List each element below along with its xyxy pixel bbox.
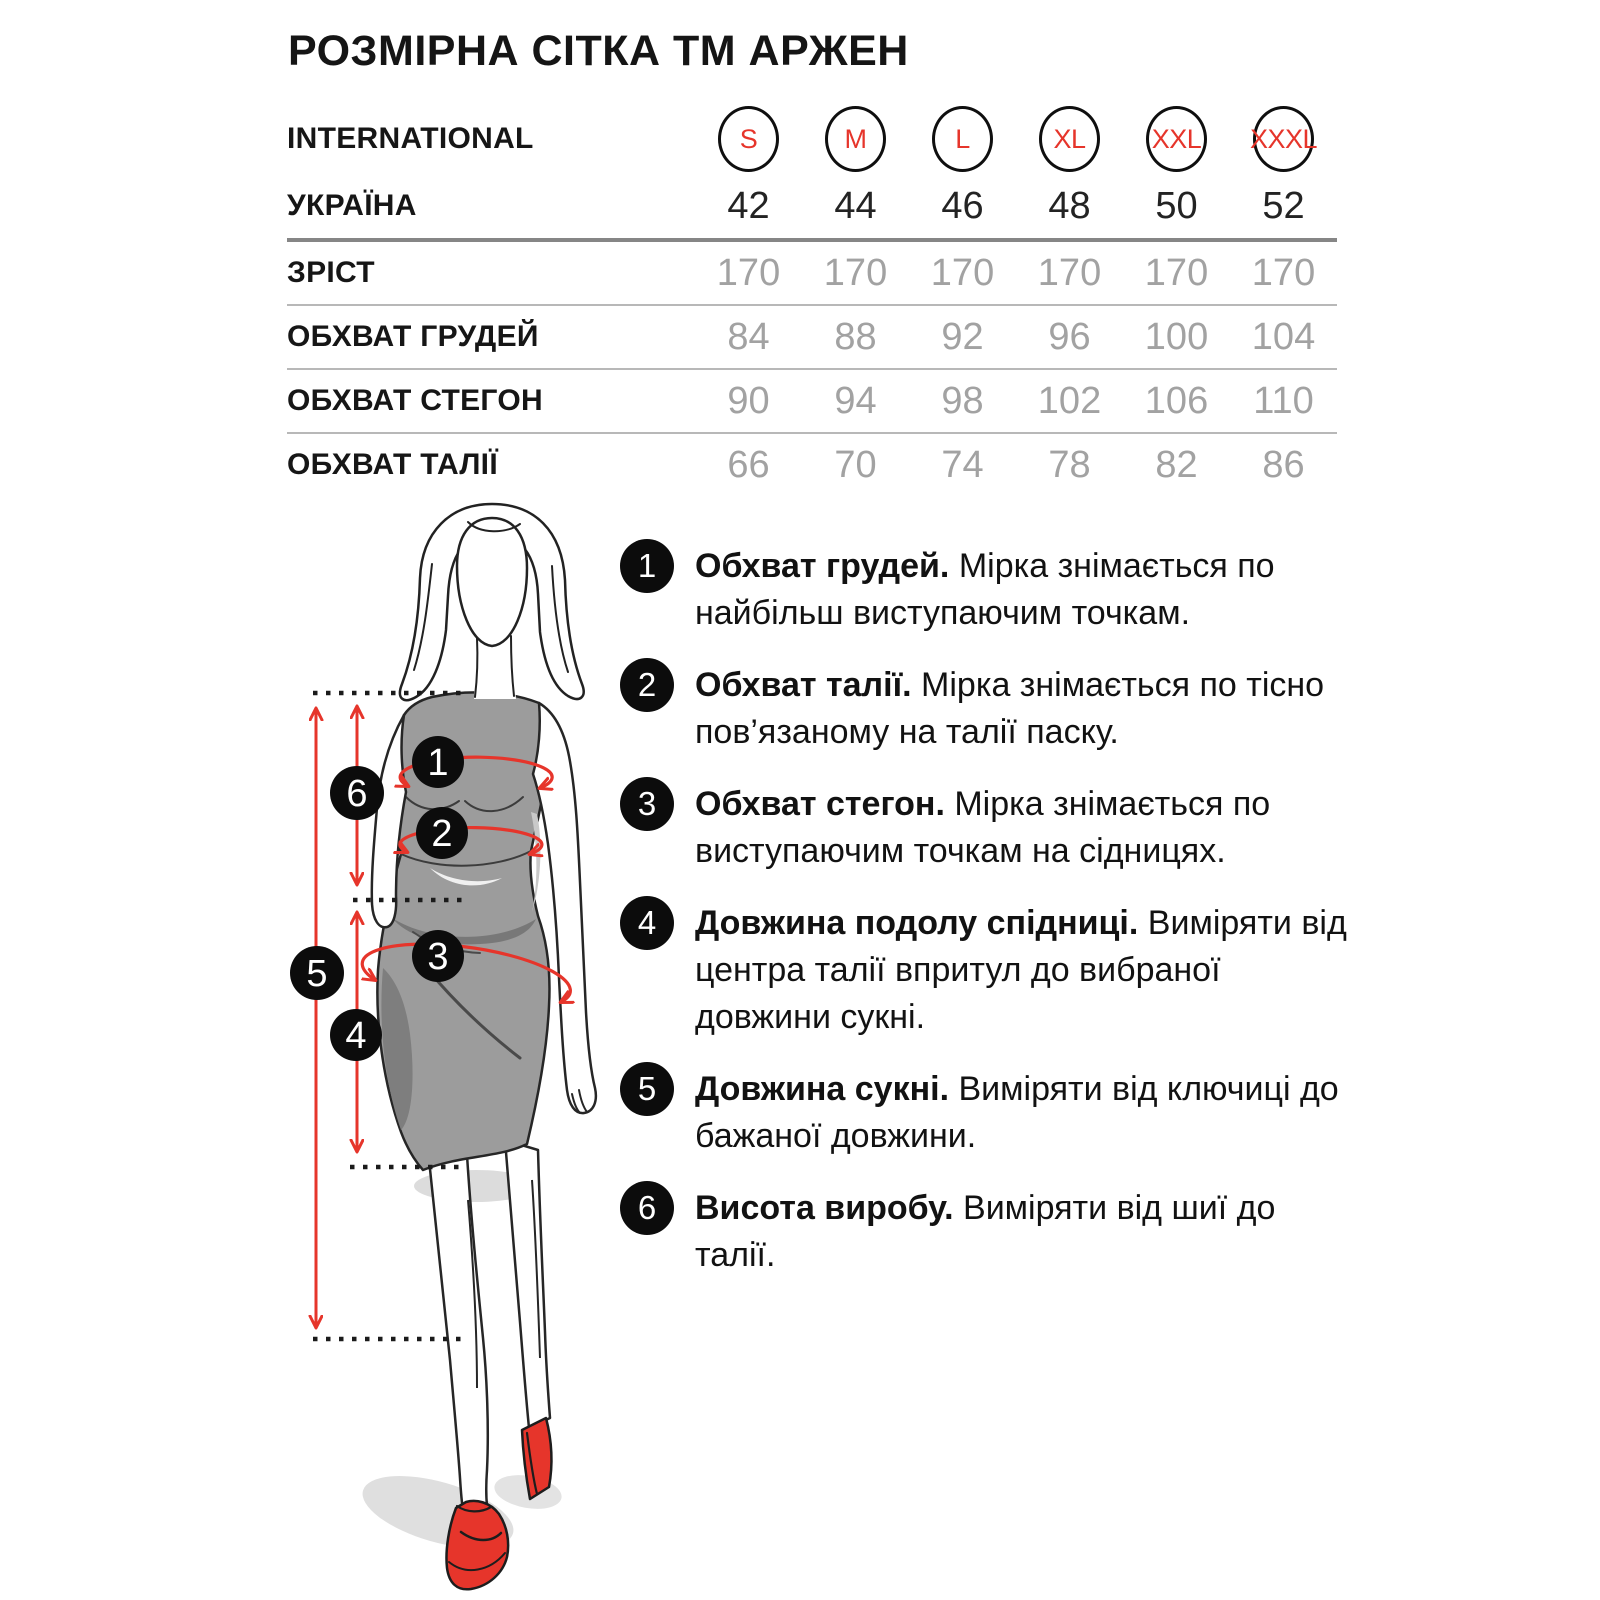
value-cell: 86 [1262, 443, 1305, 486]
instruction-desc: Виміряти від ключиці до бажаної довжини. [695, 1070, 1339, 1155]
size-cell [802, 106, 909, 172]
instruction-term: Довжина подолу спідниці. [695, 904, 1139, 942]
instruction-number-badge: 6 [620, 1181, 674, 1235]
instruction-term: Висота виробу. [695, 1189, 954, 1227]
instruction-desc: Мірка знімається по тісно пов’язаному на талії паску. [695, 666, 1325, 751]
instruction-desc: Виміряти від центра талії впритул до вибраної довжини сукні. [695, 904, 1347, 1036]
value-cell: 66 [727, 443, 770, 486]
marker-number-6: 6 [346, 773, 368, 815]
instruction-desc: Мірка знімається по виступаючим точкам на сідницях. [695, 785, 1271, 870]
instruction-number-badge: 5 [620, 1062, 674, 1116]
instruction-text [695, 662, 1360, 756]
value-cell: 170 [930, 251, 995, 294]
value-cell: 52 [1262, 184, 1305, 227]
value-cell: 170 [1144, 251, 1209, 294]
table-row-international [287, 104, 1337, 174]
instruction-desc: Виміряти від шиї до талії. [695, 1189, 1276, 1274]
row-label: ОБХВАТ СТЕГОН [287, 384, 543, 417]
value-cell: 48 [1048, 184, 1091, 227]
size-cell [909, 106, 1016, 172]
instruction-item [620, 662, 1360, 756]
front-shoe [446, 1501, 508, 1589]
measurement-instructions [620, 543, 1360, 1304]
instruction-desc: Мірка знімається по найбільш виступаючим точкам. [695, 547, 1275, 632]
value-cell: 82 [1155, 443, 1198, 486]
instruction-item [620, 1185, 1360, 1279]
instruction-number-badge: 4 [620, 896, 674, 950]
value-cell: 74 [941, 443, 984, 486]
value-cell: 104 [1251, 315, 1316, 358]
size-table [287, 104, 1337, 496]
size-badge: XXXL [1253, 106, 1314, 172]
value-cell: 170 [1037, 251, 1102, 294]
instruction-term: Обхват стегон. [695, 785, 945, 823]
value-cell: 98 [941, 379, 984, 422]
value-cell: 42 [727, 184, 770, 227]
size-badge: XXL [1146, 106, 1207, 172]
value-cell: 110 [1253, 379, 1314, 422]
back-leg [505, 1140, 550, 1428]
marker-number-3: 3 [427, 936, 449, 978]
value-cell: 70 [834, 443, 877, 486]
size-badge: L [932, 106, 993, 172]
value-cell: 78 [1048, 443, 1091, 486]
instruction-item [620, 900, 1360, 1041]
row-label-international: INTERNATIONAL [287, 122, 534, 155]
page-title: РОЗМІРНА СІТКА ТМ АРЖЕН [288, 27, 909, 75]
value-cell: 100 [1144, 315, 1209, 358]
instruction-item [620, 1066, 1360, 1160]
instruction-number-badge: 1 [620, 539, 674, 593]
size-badge: XL [1039, 106, 1100, 172]
table-row-hips [287, 368, 1337, 432]
instruction-text [695, 543, 1360, 637]
marker-number-5: 5 [306, 953, 328, 995]
marker-number-1: 1 [427, 742, 449, 784]
marker-number-2: 2 [431, 813, 453, 855]
value-cell: 44 [834, 184, 877, 227]
size-cell [1123, 106, 1230, 172]
instruction-text [695, 1066, 1360, 1160]
size-cell [1016, 106, 1123, 172]
marker-number-4: 4 [345, 1015, 367, 1057]
table-row-waist [287, 432, 1337, 496]
instruction-number-badge: 2 [620, 658, 674, 712]
value-cell: 170 [716, 251, 781, 294]
instruction-text [695, 900, 1360, 1041]
value-cell: 170 [823, 251, 888, 294]
measurements-body [287, 238, 1337, 496]
table-row-ukraine [287, 174, 1337, 238]
size-badge: S [718, 106, 779, 172]
value-cell: 102 [1037, 379, 1102, 422]
table-row-chest [287, 304, 1337, 368]
face [457, 518, 527, 646]
head [400, 504, 584, 700]
value-cell: 90 [727, 379, 770, 422]
value-cell: 96 [1048, 315, 1091, 358]
measurement-figure-illustration [280, 500, 620, 1600]
value-cell: 170 [1251, 251, 1316, 294]
value-cell: 84 [727, 315, 770, 358]
table-row-height [287, 242, 1337, 304]
value-cell: 50 [1155, 184, 1198, 227]
row-label: ЗРІСТ [287, 256, 375, 289]
value-cell: 94 [834, 379, 877, 422]
instruction-term: Довжина сукні. [695, 1070, 950, 1108]
instruction-term: Обхват талії. [695, 666, 912, 704]
row-label: ОБХВАТ ГРУДЕЙ [287, 320, 539, 353]
row-label: ОБХВАТ ТАЛІЇ [287, 448, 498, 481]
instruction-text [695, 1185, 1360, 1279]
value-cell: 88 [834, 315, 877, 358]
row-label-ukraine: УКРАЇНА [287, 189, 417, 222]
value-cell: 92 [941, 315, 984, 358]
front-leg [428, 1150, 488, 1510]
size-cell [695, 106, 802, 172]
size-badge: M [825, 106, 886, 172]
size-cell [1230, 106, 1337, 172]
instruction-item [620, 543, 1360, 637]
instruction-term: Обхват грудей. [695, 547, 950, 585]
instruction-item [620, 781, 1360, 875]
value-cell: 106 [1144, 379, 1209, 422]
instruction-number-badge: 3 [620, 777, 674, 831]
instruction-text [695, 781, 1360, 875]
value-cell: 46 [941, 184, 984, 227]
